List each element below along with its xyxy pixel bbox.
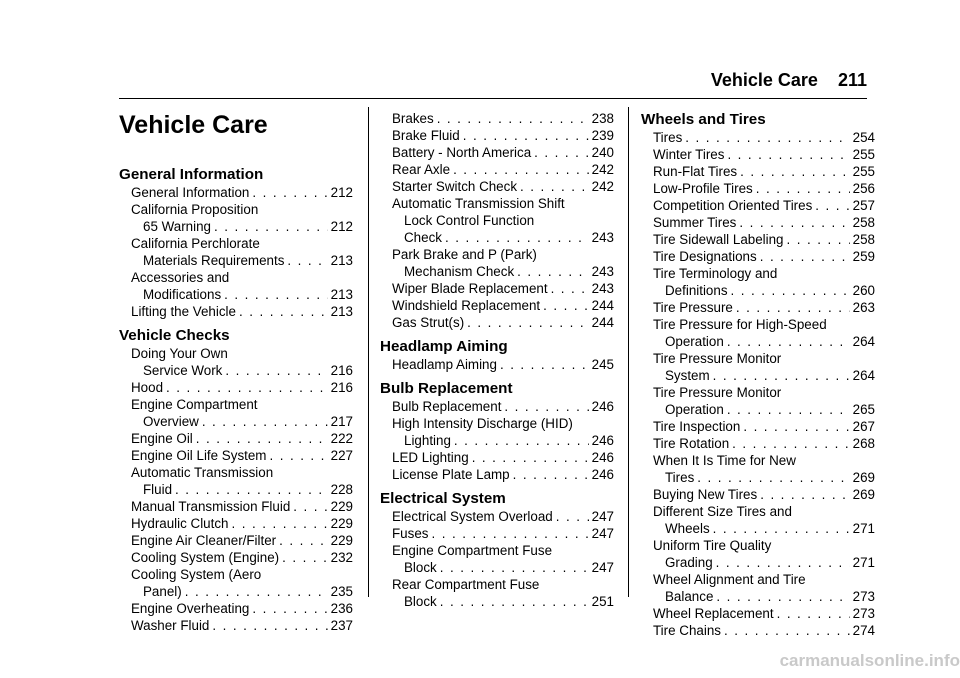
- dot-leader: [293, 498, 327, 515]
- dot-leader: [517, 263, 589, 280]
- dot-leader: [504, 398, 588, 415]
- toc-entry-page-number: 222: [330, 431, 353, 446]
- toc-entry: [380, 398, 614, 415]
- toc-entry-text: Lock Control Function: [404, 213, 535, 228]
- toc-entry-label: Lighting: [404, 433, 451, 448]
- toc-entry-label: Washer Fluid: [131, 618, 210, 633]
- toc-entry-label: Summer Tires: [653, 215, 737, 230]
- toc-entry-page-number: 237: [330, 618, 353, 633]
- toc-entry: [119, 379, 353, 396]
- section-heading: Bulb Replacement: [380, 380, 513, 397]
- toc-entry: [380, 144, 614, 161]
- toc-entry-label: Manual Transmission Fluid: [131, 499, 291, 514]
- running-header: [467, 70, 867, 91]
- dot-leader: [787, 231, 850, 248]
- dot-leader: [437, 110, 589, 127]
- toc-entry-page-number: 244: [591, 298, 614, 313]
- dot-leader: [756, 180, 850, 197]
- toc-entry-label: Tire Inspection: [653, 419, 741, 434]
- dot-leader: [196, 430, 328, 447]
- toc-entry-text: Rear Compartment Fuse: [392, 577, 540, 592]
- toc-column-1: [119, 165, 353, 634]
- toc-entry-page-number: 271: [852, 555, 875, 570]
- toc-entry-page-number: 243: [591, 230, 614, 245]
- dot-leader: [279, 532, 328, 549]
- toc-entry-label: Tire Pressure: [653, 300, 733, 315]
- dot-leader: [440, 593, 589, 610]
- toc-entry-label: Lifting the Vehicle: [131, 304, 236, 319]
- dot-leader: [467, 314, 588, 331]
- toc-entry: [380, 110, 614, 127]
- toc-entry-page-number: 273: [852, 589, 875, 604]
- toc-entry-text: Cooling System (Aero: [131, 567, 262, 582]
- toc-entry: [119, 583, 353, 600]
- running-header-chapter: Vehicle Care: [710, 70, 818, 90]
- toc-entry-page-number: 258: [852, 215, 875, 230]
- dot-leader: [252, 184, 327, 201]
- dot-leader: [185, 583, 328, 600]
- toc-entry: [119, 447, 353, 464]
- section-heading: Headlamp Aiming: [380, 338, 508, 355]
- toc-entry-page-number: 216: [330, 380, 353, 395]
- toc-entry-page-number: 269: [852, 487, 875, 502]
- toc-entry-page-number: 271: [852, 521, 875, 536]
- dot-leader: [282, 549, 328, 566]
- toc-entry-label: Tire Rotation: [653, 436, 730, 451]
- toc-entry: [380, 525, 614, 542]
- toc-entry-page-number: 236: [330, 601, 353, 616]
- section-heading: General Information: [119, 166, 264, 183]
- toc-entry-label: Buying New Tires: [653, 487, 758, 502]
- toc-entry-label: Tires: [665, 470, 695, 485]
- dot-leader: [453, 161, 589, 178]
- toc-entry-page-number: 238: [591, 111, 614, 126]
- toc-entry: [641, 333, 875, 350]
- toc-entry-page-number: 247: [591, 526, 614, 541]
- toc-entry-label: Fluid: [143, 482, 173, 497]
- toc-entry-label: Modifications: [143, 287, 222, 302]
- toc-entry: [641, 622, 875, 639]
- dot-leader: [739, 214, 849, 231]
- toc-entry: [119, 184, 353, 201]
- toc-entry-page-number: 273: [852, 606, 875, 621]
- dot-leader: [202, 413, 328, 430]
- toc-entry-label: Tire Chains: [653, 623, 721, 638]
- toc-entry-text: Tire Terminology and: [653, 266, 778, 281]
- toc-entry-page-number: 256: [852, 181, 875, 196]
- toc-entry: [119, 362, 353, 379]
- dot-leader: [463, 127, 589, 144]
- toc-entry-page-number: 245: [591, 357, 614, 372]
- toc-entry-page-number: 240: [591, 145, 614, 160]
- toc-entry-page-number: 246: [591, 467, 614, 482]
- toc-entry-label: Cooling System (Engine): [131, 550, 280, 565]
- toc-entry: [380, 280, 614, 297]
- toc-entry-page-number: 244: [591, 315, 614, 330]
- toc-entry-label: Engine Oil Life System: [131, 448, 267, 463]
- toc-entry-label: Wheel Replacement: [653, 606, 774, 621]
- toc-entry: [641, 163, 875, 180]
- toc-entry-page-number: 229: [330, 499, 353, 514]
- dot-leader: [760, 248, 850, 265]
- toc-entry-label: Operation: [665, 334, 724, 349]
- toc-entry-page-number: 246: [591, 399, 614, 414]
- dot-leader: [697, 469, 849, 486]
- toc-entry-label: Hydraulic Clutch: [131, 516, 229, 531]
- toc-entry-page-number: 242: [591, 162, 614, 177]
- toc-entry-label: Brake Fluid: [392, 128, 460, 143]
- toc-entry-label: Wheels: [665, 521, 710, 536]
- toc-entry: [119, 218, 353, 235]
- dot-leader: [732, 435, 849, 452]
- toc-entry-page-number: 229: [330, 533, 353, 548]
- toc-entry-label: Headlamp Aiming: [392, 357, 497, 372]
- toc-entry: [380, 466, 614, 483]
- toc-entry-label: Overview: [143, 414, 199, 429]
- toc-entry-text: California Perchlorate: [131, 236, 260, 251]
- toc-entry-label: Windshield Replacement: [392, 298, 541, 313]
- running-header-page-number: 211: [837, 70, 867, 90]
- toc-entry: [641, 282, 875, 299]
- toc-entry-page-number: 258: [852, 232, 875, 247]
- toc-entry: [119, 252, 353, 269]
- toc-entry: [119, 413, 353, 430]
- toc-entry-page-number: 235: [330, 584, 353, 599]
- toc-entry-text: Tire Pressure Monitor: [653, 385, 782, 400]
- dot-leader: [551, 280, 589, 297]
- dot-leader: [727, 333, 850, 350]
- dot-leader: [239, 303, 328, 320]
- toc-entry: [641, 401, 875, 418]
- toc-entry-page-number: 255: [852, 147, 875, 162]
- toc-entry-page-number: 232: [330, 550, 353, 565]
- toc-entry-text: Engine Compartment: [131, 397, 258, 412]
- toc-column-3: [641, 110, 875, 639]
- dot-leader: [736, 299, 850, 316]
- dot-leader: [214, 218, 328, 235]
- toc-entry-page-number: 251: [591, 594, 614, 609]
- toc-entry: [119, 549, 353, 566]
- toc-entry-page-number: 247: [591, 560, 614, 575]
- toc-entry-page-number: 255: [852, 164, 875, 179]
- toc-entry-text: When It Is Time for New: [653, 453, 796, 468]
- chapter-title: Vehicle Care: [119, 111, 268, 139]
- toc-entry-text: Uniform Tire Quality: [653, 538, 772, 553]
- toc-entry-label: Tire Sidewall Labeling: [653, 232, 784, 247]
- toc-entry-label: Engine Air Cleaner/Filter: [131, 533, 277, 548]
- toc-entry-page-number: 243: [591, 264, 614, 279]
- dot-leader: [166, 379, 328, 396]
- toc-entry-text: High Intensity Discharge (HID): [392, 416, 573, 431]
- toc-entry-label: Tire Designations: [653, 249, 757, 264]
- toc-entry: [380, 356, 614, 373]
- dot-leader: [740, 163, 850, 180]
- toc-entry: [380, 508, 614, 525]
- toc-entry-page-number: 213: [330, 287, 353, 302]
- dot-leader: [543, 297, 589, 314]
- toc-entry-page-number: 267: [852, 419, 875, 434]
- dot-leader: [232, 515, 328, 532]
- toc-entry: [641, 418, 875, 435]
- toc-entry-label: Hood: [131, 380, 164, 395]
- dot-leader: [431, 525, 588, 542]
- toc-entry-label: Panel): [143, 584, 182, 599]
- dot-leader: [685, 129, 849, 146]
- toc-entry: [380, 593, 614, 610]
- toc-entry: [641, 520, 875, 537]
- toc-entry: [380, 127, 614, 144]
- toc-entry: [119, 532, 353, 549]
- toc-entry: [641, 588, 875, 605]
- toc-entry: [641, 180, 875, 197]
- toc-entry-page-number: 217: [330, 414, 353, 429]
- toc-entry: [380, 263, 614, 280]
- toc-entry-page-number: 243: [591, 281, 614, 296]
- toc-entry-page-number: 263: [852, 300, 875, 315]
- toc-entry-label: Mechanism Check: [404, 264, 515, 279]
- toc-entry-text: Accessories and: [131, 270, 230, 285]
- toc-entry-label: Brakes: [392, 111, 434, 126]
- toc-entry-page-number: 213: [330, 253, 353, 268]
- toc-entry-page-number: 254: [852, 130, 875, 145]
- toc-entry-label: Competition Oriented Tires: [653, 198, 813, 213]
- toc-entry-text: Automatic Transmission: [131, 465, 274, 480]
- toc-entry: [119, 481, 353, 498]
- toc-entry: [380, 449, 614, 466]
- toc-entry-label: Definitions: [665, 283, 728, 298]
- toc-entry-text: Wheel Alignment and Tire: [653, 572, 806, 587]
- toc-entry-text: California Proposition: [131, 202, 259, 217]
- toc-entry-label: Service Work: [143, 363, 223, 378]
- section-heading: Vehicle Checks: [119, 327, 230, 344]
- toc-column-2: [380, 110, 614, 610]
- toc-entry: [641, 214, 875, 231]
- toc-entry-label: License Plate Lamp: [392, 467, 510, 482]
- dot-leader: [269, 447, 327, 464]
- toc-entry-label: Block: [404, 594, 437, 609]
- toc-entry-label: Materials Requirements: [143, 253, 285, 268]
- toc-entry: [380, 229, 614, 246]
- dot-leader: [760, 486, 849, 503]
- toc-entry-label: Gas Strut(s): [392, 315, 465, 330]
- toc-entry: [641, 231, 875, 248]
- toc-entry: [119, 600, 353, 617]
- dot-leader: [556, 508, 589, 525]
- toc-entry: [641, 299, 875, 316]
- toc-entry-label: Tires: [653, 130, 683, 145]
- toc-entry: [119, 286, 353, 303]
- dot-leader: [731, 282, 850, 299]
- toc-entry: [380, 297, 614, 314]
- dot-leader: [252, 600, 327, 617]
- toc-entry-page-number: 265: [852, 402, 875, 417]
- section-heading: Wheels and Tires: [641, 111, 766, 128]
- toc-entry-page-number: 239: [591, 128, 614, 143]
- toc-entry-label: General Information: [131, 185, 250, 200]
- dot-leader: [534, 144, 589, 161]
- toc-entry: [119, 303, 353, 320]
- toc-entry-text: Engine Compartment Fuse: [392, 543, 553, 558]
- toc-entry: [119, 430, 353, 447]
- toc-entry: [380, 432, 614, 449]
- toc-entry-label: Wiper Blade Replacement: [392, 281, 548, 296]
- toc-entry-text: Doing Your Own: [131, 346, 228, 361]
- toc-entry-label: 65 Warning: [143, 219, 211, 234]
- toc-entry-page-number: 268: [852, 436, 875, 451]
- dot-leader: [225, 362, 327, 379]
- toc-entry-label: LED Lighting: [392, 450, 469, 465]
- toc-entry-label: Balance: [665, 589, 714, 604]
- dot-leader: [724, 622, 850, 639]
- toc-entry: [119, 617, 353, 634]
- toc-entry-label: Engine Oil: [131, 431, 193, 446]
- toc-entry: [380, 178, 614, 195]
- toc-entry: [119, 515, 353, 532]
- toc-entry: [641, 435, 875, 452]
- toc-entry-label: Battery - North America: [392, 145, 532, 160]
- toc-entry-page-number: 246: [591, 450, 614, 465]
- toc-entry-page-number: 212: [330, 219, 353, 234]
- dot-leader: [815, 197, 849, 214]
- toc-entry-page-number: 242: [591, 179, 614, 194]
- toc-entry-label: Run-Flat Tires: [653, 164, 738, 179]
- toc-entry-text: Different Size Tires and: [653, 504, 792, 519]
- toc-entry-page-number: 264: [852, 368, 875, 383]
- dot-leader: [716, 588, 849, 605]
- toc-entry: [641, 129, 875, 146]
- toc-entry: [119, 498, 353, 515]
- toc-entry-label: Block: [404, 560, 437, 575]
- dot-leader: [175, 481, 328, 498]
- toc-entry-label: Rear Axle: [392, 162, 451, 177]
- toc-entry-label: Starter Switch Check: [392, 179, 518, 194]
- toc-entry-text: Tire Pressure Monitor: [653, 351, 782, 366]
- dot-leader: [716, 554, 850, 571]
- toc-entry: [641, 605, 875, 622]
- dot-leader: [287, 252, 327, 269]
- toc-entry-page-number: 269: [852, 470, 875, 485]
- toc-entry: [380, 559, 614, 576]
- toc-entry-page-number: 247: [591, 509, 614, 524]
- dot-leader: [727, 146, 849, 163]
- toc-entry-page-number: 274: [852, 623, 875, 638]
- column-divider-1: [368, 107, 369, 597]
- dot-leader: [224, 286, 328, 303]
- dot-leader: [513, 466, 589, 483]
- header-rule: [119, 98, 867, 99]
- column-divider-2: [628, 107, 629, 597]
- toc-entry-label: Grading: [665, 555, 713, 570]
- toc-entry-page-number: 259: [852, 249, 875, 264]
- toc-entry-label: Winter Tires: [653, 147, 725, 162]
- toc-entry-label: Low-Profile Tires: [653, 181, 753, 196]
- toc-entry: [641, 197, 875, 214]
- toc-entry-label: Electrical System Overload: [392, 509, 553, 524]
- dot-leader: [713, 520, 850, 537]
- dot-leader: [445, 229, 589, 246]
- toc-entry-text: Park Brake and P (Park): [392, 247, 537, 262]
- toc-entry: [641, 367, 875, 384]
- toc-entry: [641, 146, 875, 163]
- toc-entry-page-number: 264: [852, 334, 875, 349]
- toc-entry: [641, 486, 875, 503]
- toc-entry: [641, 248, 875, 265]
- toc-entry-page-number: 212: [330, 185, 353, 200]
- toc-entry-text: Automatic Transmission Shift: [392, 196, 565, 211]
- toc-entry-page-number: 216: [330, 363, 353, 378]
- toc-entry-label: System: [665, 368, 710, 383]
- toc-entry-page-number: 257: [852, 198, 875, 213]
- dot-leader: [472, 449, 589, 466]
- toc-entry: [380, 161, 614, 178]
- section-heading: Electrical System: [380, 490, 506, 507]
- dot-leader: [212, 617, 327, 634]
- toc-entry-label: Check: [404, 230, 442, 245]
- toc-entry-page-number: 228: [330, 482, 353, 497]
- toc-entry: [641, 554, 875, 571]
- toc-entry-page-number: 227: [330, 448, 353, 463]
- toc-entry-page-number: 229: [330, 516, 353, 531]
- toc-entry-label: Operation: [665, 402, 724, 417]
- toc-entry-page-number: 260: [852, 283, 875, 298]
- dot-leader: [454, 432, 589, 449]
- toc-entry-page-number: 213: [330, 304, 353, 319]
- toc-entry: [641, 469, 875, 486]
- dot-leader: [713, 367, 850, 384]
- toc-entry: [380, 314, 614, 331]
- toc-entry-text: Tire Pressure for High-Speed: [653, 317, 827, 332]
- watermark-text: carmanualsonline.info: [779, 651, 960, 670]
- dot-leader: [440, 559, 589, 576]
- toc-entry-label: Engine Overheating: [131, 601, 250, 616]
- toc-entry-page-number: 246: [591, 433, 614, 448]
- toc-entry-label: Bulb Replacement: [392, 399, 502, 414]
- toc-entry-label: Fuses: [392, 526, 429, 541]
- dot-leader: [743, 418, 849, 435]
- dot-leader: [727, 401, 850, 418]
- dot-leader: [777, 605, 850, 622]
- dot-leader: [500, 356, 589, 373]
- dot-leader: [520, 178, 589, 195]
